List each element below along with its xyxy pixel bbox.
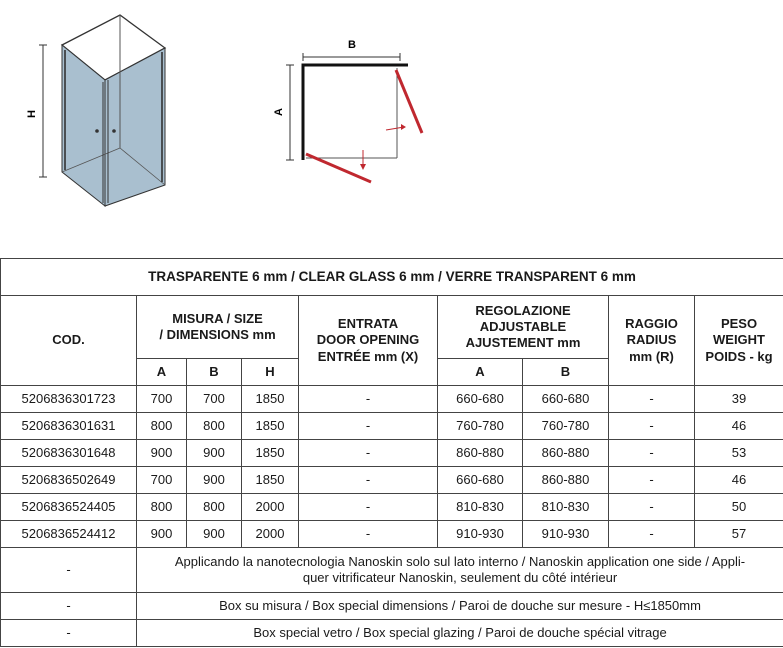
cell-radius: -	[609, 467, 695, 494]
cell-b: 900	[187, 467, 242, 494]
table-title: TRASPARENTE 6 mm / CLEAR GLASS 6 mm / VERRE TRANSPARENT 6 mm	[1, 259, 783, 296]
cell-weight: 39	[695, 386, 783, 413]
subheader-a: A	[137, 359, 187, 386]
cell-door: -	[299, 413, 438, 440]
cell-door: -	[299, 440, 438, 467]
table-row	[1, 521, 783, 548]
cell-cod: 5206836301648	[1, 440, 137, 467]
cell-a: 800	[137, 413, 187, 440]
cell-a: 800	[137, 494, 187, 521]
cell-a: 900	[137, 440, 187, 467]
height-label: H	[26, 110, 38, 118]
cell-radius: -	[609, 521, 695, 548]
cell-b: 800	[187, 494, 242, 521]
cell-weight: 46	[695, 413, 783, 440]
cell-h: 1850	[242, 386, 299, 413]
plan-label-a: A	[273, 108, 285, 116]
header-door-line3: ENTRÉE mm (X)	[317, 348, 419, 364]
header-radius-line3: mm (R)	[629, 348, 674, 364]
header-size	[137, 296, 299, 359]
table-row	[1, 440, 783, 467]
cell-b: 900	[187, 521, 242, 548]
cell-h: 1850	[242, 413, 299, 440]
cell-door: -	[299, 386, 438, 413]
cell-cod: 5206836524412	[1, 521, 137, 548]
header-weight	[695, 296, 783, 386]
cell-h: 2000	[242, 494, 299, 521]
subheader-adj-b: B	[523, 359, 609, 386]
note-row-special-dimensions	[1, 593, 783, 620]
cell-weight: 53	[695, 440, 783, 467]
cell-weight: 50	[695, 494, 783, 521]
cell-cod: 5206836301723	[1, 386, 137, 413]
header-weight-line1: PESO	[720, 316, 758, 332]
header-cod: COD.	[1, 296, 137, 386]
note-line: Applicando la nanotecnologia Nanoskin solo sul lato interno / Nanoskin application one side / Appli-	[174, 553, 746, 569]
header-weight-line2: WEIGHT	[713, 332, 765, 348]
note-text: Box su misura / Box special dimensions / Paroi de douche sur mesure - H≤1850mm	[137, 593, 783, 620]
cell-adj-b: 760-780	[523, 413, 609, 440]
cell-weight: 57	[695, 521, 783, 548]
subheader-h: H	[242, 359, 299, 386]
note-cod: -	[1, 548, 137, 593]
cell-cod: 5206836301631	[1, 413, 137, 440]
header-door-opening	[299, 296, 438, 386]
header-size-line1: MISURA / SIZE	[172, 310, 263, 326]
cell-adj-b: 860-880	[523, 467, 609, 494]
cell-adj-a: 760-780	[438, 413, 523, 440]
header-adjustable	[438, 296, 609, 359]
header-radius	[609, 296, 695, 386]
header-radius-line1: RAGGIO	[625, 316, 678, 332]
cell-adj-a: 660-680	[438, 467, 523, 494]
header-door-line2: DOOR OPENING	[316, 332, 420, 348]
cell-a: 700	[137, 467, 187, 494]
header-adj-line3: AJUSTEMENT mm	[465, 335, 581, 351]
cell-radius: -	[609, 386, 695, 413]
cell-adj-a: 910-930	[438, 521, 523, 548]
cell-a: 900	[137, 521, 187, 548]
cell-weight: 46	[695, 467, 783, 494]
header-radius-line2: RADIUS	[626, 332, 677, 348]
specification-table	[0, 258, 783, 647]
note-cod: -	[1, 593, 137, 620]
header-door-line1: ENTRATA	[337, 316, 399, 332]
cell-h: 1850	[242, 440, 299, 467]
cell-adj-a: 810-830	[438, 494, 523, 521]
table-row	[1, 386, 783, 413]
header-adj-line2: ADJUSTABLE	[479, 318, 567, 334]
note-text: Box special vetro / Box special glazing / Paroi de douche spécial vitrage	[137, 620, 783, 647]
cell-adj-a: 660-680	[438, 386, 523, 413]
cell-adj-b: 910-930	[523, 521, 609, 548]
cell-door: -	[299, 494, 438, 521]
cell-adj-a: 860-880	[438, 440, 523, 467]
cell-b: 800	[187, 413, 242, 440]
note-row-nanoskin	[1, 548, 783, 593]
table-row	[1, 467, 783, 494]
cell-adj-b: 810-830	[523, 494, 609, 521]
cell-adj-b: 660-680	[523, 386, 609, 413]
header-size-line2: / DIMENSIONS mm	[159, 327, 276, 342]
note-row-special-glazing	[1, 620, 783, 647]
header-weight-line3: POIDS - kg	[705, 348, 773, 364]
cell-h: 2000	[242, 521, 299, 548]
note-line: quer vitrificateur Nanoskin, seulement du côté intérieur	[302, 570, 618, 585]
cell-b: 700	[187, 386, 242, 413]
cell-cod: 5206836524405	[1, 494, 137, 521]
subheader-b: B	[187, 359, 242, 386]
technical-drawings	[0, 0, 783, 258]
cell-door: -	[299, 521, 438, 548]
table-row	[1, 413, 783, 440]
plan-drawing	[273, 39, 422, 182]
note-text	[137, 548, 783, 593]
header-adj-line1: REGOLAZIONE	[475, 302, 571, 318]
table-row	[1, 494, 783, 521]
note-cod: -	[1, 620, 137, 647]
cell-door: -	[299, 467, 438, 494]
perspective-drawing	[26, 15, 165, 206]
cell-radius: -	[609, 440, 695, 467]
subheader-adj-a: A	[438, 359, 523, 386]
cell-radius: -	[609, 494, 695, 521]
cell-radius: -	[609, 413, 695, 440]
cell-adj-b: 860-880	[523, 440, 609, 467]
plan-label-b: B	[348, 39, 356, 51]
cell-a: 700	[137, 386, 187, 413]
cell-h: 1850	[242, 467, 299, 494]
cell-b: 900	[187, 440, 242, 467]
cell-cod: 5206836502649	[1, 467, 137, 494]
